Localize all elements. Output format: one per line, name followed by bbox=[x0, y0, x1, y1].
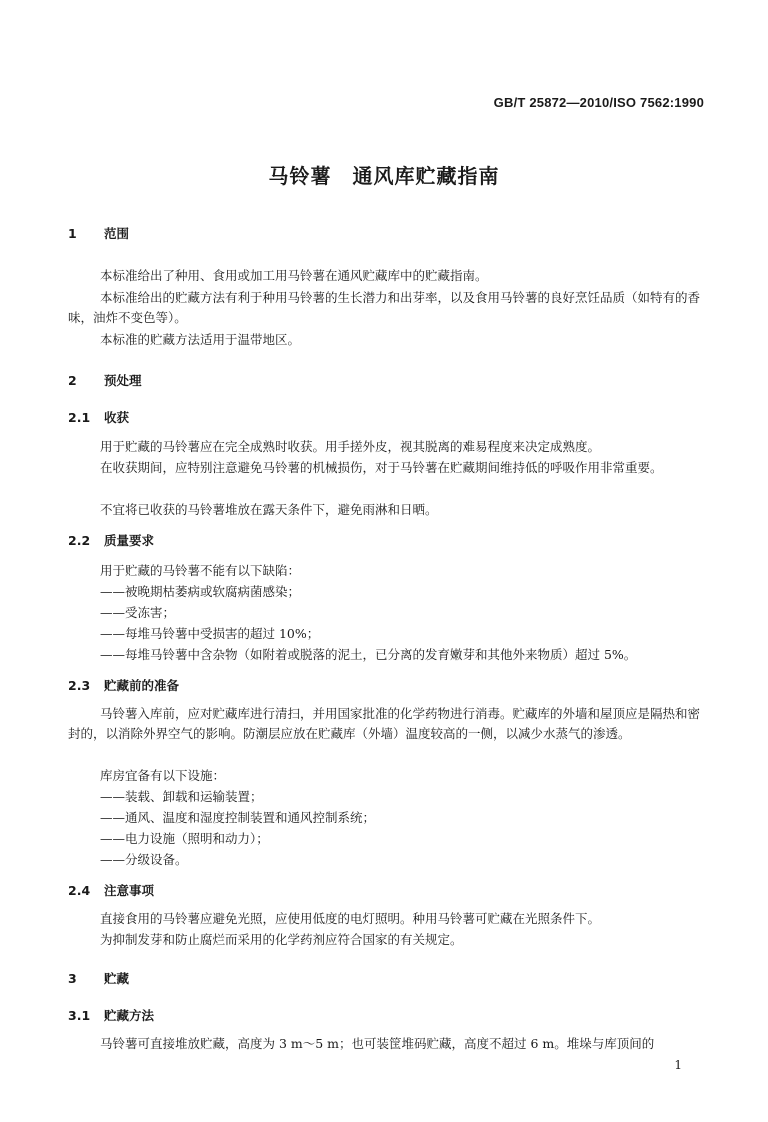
section-2-heading bbox=[68, 371, 142, 389]
paragraph: 马铃薯入库前，应对贮藏库进行清扫，并用国家批准的化学药物进行消毒。贮藏库的外墙和屋顶应是隔热和密封的，以消除外界空气的影响。防潮层应放在贮藏库（外墙）温度较高的一侧，以减少水蒸气的渗透。 bbox=[68, 706, 701, 741]
list-item: ——电力设施（照明和动力）； bbox=[100, 831, 269, 846]
section-title: 预处理 bbox=[104, 373, 142, 388]
section-2-4-heading bbox=[68, 881, 154, 899]
section-number: 2 bbox=[68, 373, 77, 388]
section-number: 2.4 bbox=[68, 883, 91, 898]
section-number: 1 bbox=[68, 226, 77, 241]
section-title: 贮藏前的准备 bbox=[104, 678, 180, 693]
section-title: 收获 bbox=[104, 410, 130, 425]
section-2-1-heading bbox=[68, 408, 129, 426]
paragraph: 为抑制发芽和防止腐烂而采用的化学药剂应符合国家的有关规定。 bbox=[100, 932, 463, 947]
paragraph: 直接食用的马铃薯应避免光照，应使用低度的电灯照明。种用马铃薯可贮藏在光照条件下。 bbox=[100, 911, 601, 926]
section-number: 2.3 bbox=[68, 678, 91, 693]
list-item: ——每堆马铃薯中含杂物（如附着或脱落的泥土，已分离的发育嫩芽和其他外来物质）超过 5%。 bbox=[100, 647, 637, 662]
paragraph: 用于贮藏的马铃薯应在完全成熟时收获。用手搓外皮，视其脱离的难易程度来决定成熟度。 bbox=[100, 439, 601, 454]
section-number: 3.1 bbox=[68, 1008, 91, 1023]
paragraph: 用于贮藏的马铃薯不能有以下缺陷： bbox=[100, 563, 301, 578]
standard-code: GB/T 25872—2010/ISO 7562:1990 bbox=[493, 95, 704, 110]
document-title: 马铃薯 通风库贮藏指南 bbox=[268, 164, 500, 188]
section-3-1-heading bbox=[68, 1006, 154, 1024]
page-number: 1 bbox=[674, 1058, 682, 1072]
section-title: 范围 bbox=[104, 226, 130, 241]
paragraph: 马铃薯可直接堆放贮藏，高度为 3 m～5 m；也可装筐堆码贮藏，高度不超过 6 m。堆垛与库顶间的 bbox=[100, 1036, 655, 1051]
section-2-3-heading bbox=[68, 676, 179, 694]
section-2-2-heading bbox=[68, 531, 154, 549]
section-number: 2.1 bbox=[68, 410, 91, 425]
section-1-heading bbox=[68, 224, 129, 242]
section-title: 注意事项 bbox=[104, 883, 155, 898]
paragraph: 在收获期间，应特别注意避免马铃薯的机械损伤，对于马铃薯在贮藏期间维持低的呼吸作用非常重要。 bbox=[100, 460, 663, 475]
section-title: 贮藏 bbox=[104, 971, 130, 986]
paragraph: 不宜将已收获的马铃薯堆放在露天条件下，避免雨淋和日晒。 bbox=[100, 502, 438, 517]
paragraph: 本标准的贮藏方法适用于温带地区。 bbox=[100, 332, 301, 347]
list-item: ——被晚期枯萎病或软腐病菌感染； bbox=[100, 584, 301, 599]
section-number: 3 bbox=[68, 971, 77, 986]
paragraph: 本标准给出了种用、食用或加工用马铃薯在通风贮藏库中的贮藏指南。 bbox=[100, 268, 488, 283]
list-item: ——通风、温度和湿度控制装置和通风控制系统； bbox=[100, 810, 376, 825]
list-item: ——装载、卸载和运输装置； bbox=[100, 789, 263, 804]
list-item: ——每堆马铃薯中受损害的超过 10%； bbox=[100, 626, 320, 641]
list-item: ——受冻害； bbox=[100, 605, 176, 620]
section-number: 2.2 bbox=[68, 533, 91, 548]
paragraph: 本标准给出的贮藏方法有利于种用马铃薯的生长潜力和出芽率，以及食用马铃薯的良好烹饪品质（如特有的香味，油炸不变色等）。 bbox=[68, 290, 701, 325]
list-item: ——分级设备。 bbox=[100, 852, 188, 867]
section-title: 质量要求 bbox=[104, 533, 155, 548]
section-3-heading bbox=[68, 969, 129, 987]
section-title: 贮藏方法 bbox=[104, 1008, 155, 1023]
paragraph: 库房宜备有以下设施： bbox=[100, 768, 226, 783]
